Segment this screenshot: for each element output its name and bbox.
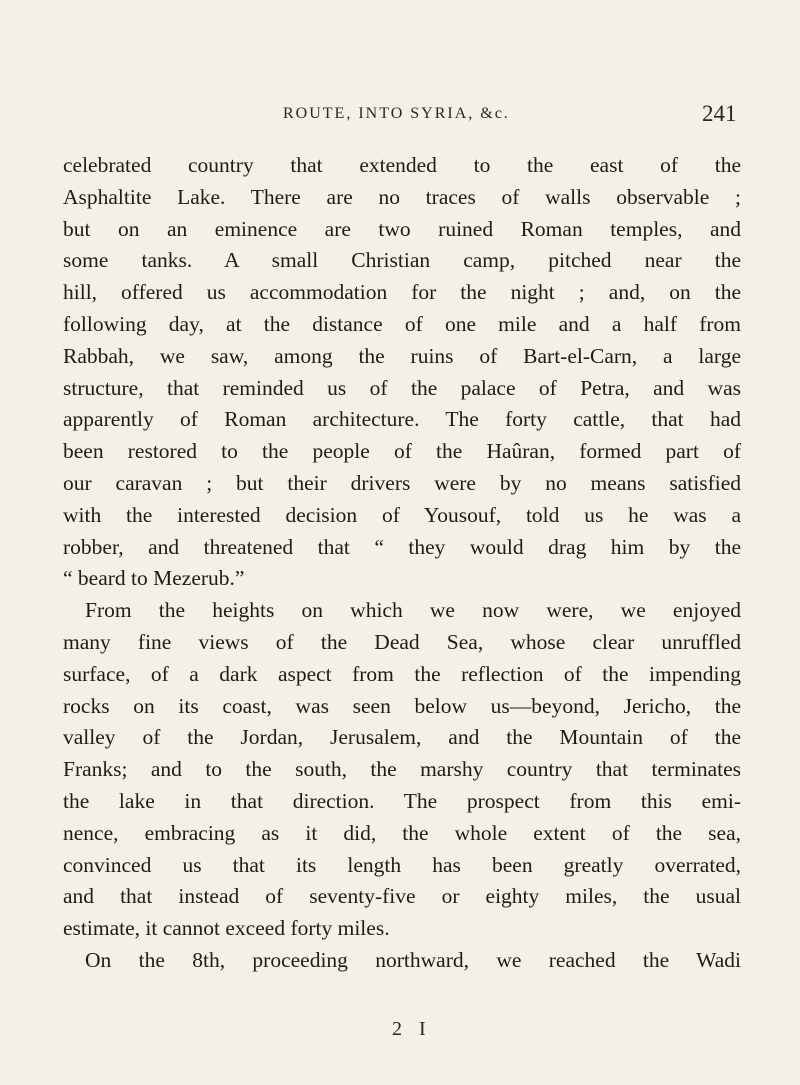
page-number: 241 (702, 101, 737, 126)
text-line: apparently of Roman architecture. The forty cattle, that had (63, 407, 741, 432)
text-line: hill, offered us accommodation for the night ; and, on the (63, 280, 741, 305)
text-line: with the interested decision of Yousouf, told us he was a (63, 502, 741, 527)
printer-signature-mark: 2 I (392, 1018, 432, 1040)
text-line: our caravan ; but their drivers were by no means satisfied (63, 470, 741, 495)
page-header (0, 101, 800, 137)
text-line: some tanks. A small Christian camp, pitched near the (63, 248, 741, 273)
text-line: but on an eminence are two ruined Roman temples, and (63, 216, 741, 241)
text-line: the lake in that direction. The prospect from this emi- (63, 788, 741, 813)
body-text (63, 150, 741, 977)
text-line: “ beard to Mezerub.” (63, 566, 245, 591)
text-line: surface, of a dark aspect from the reflection of the impending (63, 661, 741, 686)
text-line: Rabbah, we saw, among the ruins of Bart-el-Carn, a large (63, 343, 741, 368)
running-head: ROUTE, INTO SYRIA, &c. (283, 105, 510, 122)
text-line: and that instead of seventy-five or eighty miles, the usual (63, 884, 741, 909)
text-line: many fine views of the Dead Sea, whose clear unruffled (63, 629, 741, 654)
text-line: rocks on its coast, was seen below us—beyond, Jericho, the (63, 693, 741, 718)
text-line: nence, embracing as it did, the whole extent of the sea, (63, 820, 741, 845)
text-line: valley of the Jordan, Jerusalem, and the Mountain of the (63, 725, 741, 750)
text-line: estimate, it cannot exceed forty miles. (63, 916, 390, 941)
text-line: Franks; and to the south, the marshy country that terminates (63, 757, 741, 782)
text-line: celebrated country that extended to the east of the (63, 153, 741, 177)
text-line: been restored to the people of the Haûran, formed part of (63, 439, 741, 464)
text-line: structure, that reminded us of the palace of Petra, and was (63, 375, 741, 400)
text-line: From the heights on which we now were, we enjoyed (85, 598, 741, 623)
text-line: following day, at the distance of one mile and a half from (63, 311, 741, 336)
text-line: Asphaltite Lake. There are no traces of walls observable ; (63, 184, 741, 209)
text-line: On the 8th, proceeding northward, we reached the Wadi (85, 947, 741, 972)
text-line: robber, and threatened that “ they would drag him by the (63, 534, 741, 559)
text-line: convinced us that its length has been greatly overrated, (63, 852, 741, 877)
